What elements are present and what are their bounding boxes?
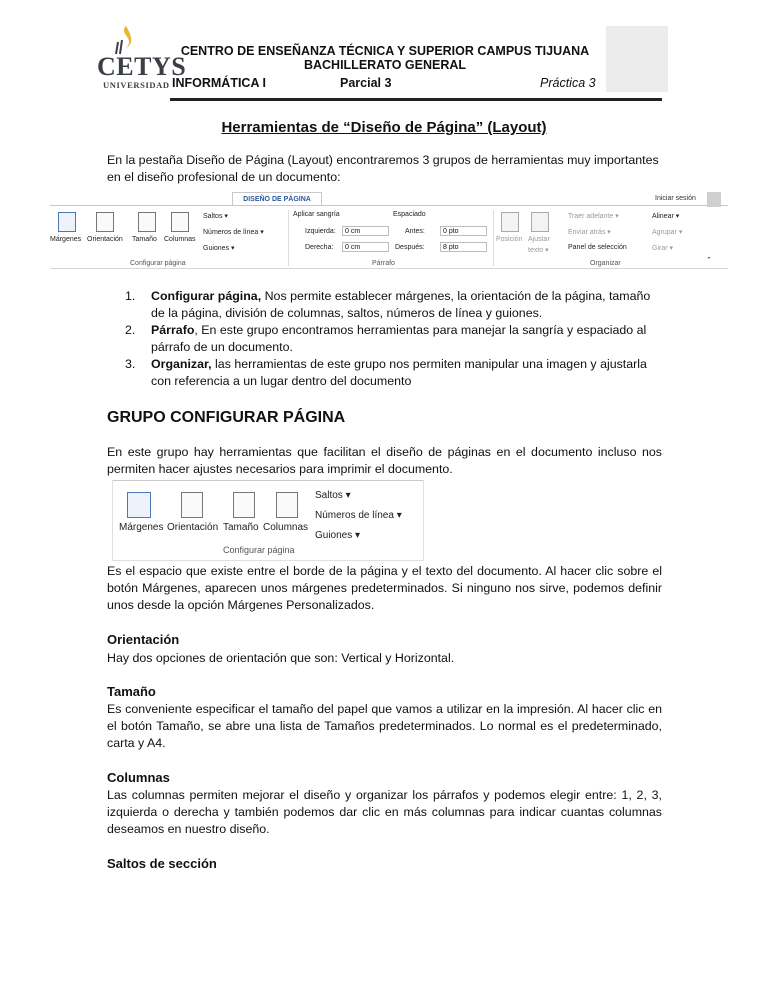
group-paragraph-label: Párrafo (372, 260, 395, 267)
bring-forward-button[interactable]: Traer adelante ▾ (568, 213, 619, 220)
wrap-text-button-2[interactable]: texto ▾ (528, 247, 549, 254)
spacing-label: Espaciado (393, 211, 426, 218)
orientation-icon (96, 212, 114, 232)
tool-groups-list (125, 288, 662, 390)
course-name: INFORMÁTICA I (172, 76, 266, 90)
wrap-text-button[interactable]: Ajustar (528, 236, 550, 243)
tab-page-layout[interactable]: DISEÑO DE PÁGINA (232, 192, 322, 206)
intro-paragraph: En la pestaña Diseño de Página (Layout) encontraremos 3 grupos de herramientas muy importantes en el diseño profesional de un documento: (107, 153, 659, 184)
user-avatar-icon (707, 192, 721, 207)
ribbon-screenshot (50, 192, 728, 269)
group-page-setup-label: Configurar página (130, 260, 186, 267)
size-icon (138, 212, 156, 232)
indent-right-input[interactable]: 0 cm (342, 242, 389, 252)
signin-link[interactable]: Iniciar sesión (655, 195, 696, 202)
partial-label: Parcial 3 (340, 76, 392, 90)
align-button[interactable]: Alinear ▾ (652, 213, 680, 220)
size-button[interactable]: Tamaño (223, 522, 259, 533)
list-item: 2. Párrafo, En este grupo encontramos herramientas para manejar la sangría y espaciado al párrafo de un documento. (125, 323, 647, 354)
line-numbers-button[interactable]: Números de línea ▾ (315, 510, 402, 521)
logo-subtext: UNIVERSIDAD (103, 80, 170, 90)
section-breaks-heading: Saltos de sección (107, 856, 217, 871)
orientation-heading: Orientación (107, 632, 180, 647)
ribbon-separator (288, 210, 289, 266)
breaks-button[interactable]: Saltos ▾ (315, 490, 351, 501)
ribbon-top-edge (113, 480, 423, 486)
institution-name: CENTRO DE ENSEÑANZA TÉCNICA Y SUPERIOR CAMPUS TIJUANA (180, 44, 590, 58)
columns-button[interactable]: Columnas (263, 522, 309, 533)
page-title: Herramientas de “Diseño de Página” (Layout) (221, 119, 547, 136)
section-heading: GRUPO CONFIGURAR PÁGINA (107, 409, 346, 426)
orientation-paragraph: Hay dos opciones de orientación que son: Vertical y Horizontal. (107, 651, 455, 665)
margins-icon (127, 492, 151, 518)
list-item: 1. Configurar página, Nos permite establecer márgenes, la orientación de la página, tamaño de la página, división de columnas, saltos, números de línea y guiones. (125, 289, 651, 320)
program-name: BACHILLERATO GENERAL (303, 58, 467, 72)
size-heading: Tamaño (107, 684, 156, 699)
breaks-button[interactable]: Saltos ▾ (203, 213, 228, 220)
columns-heading: Columnas (107, 770, 170, 785)
position-icon (501, 212, 519, 232)
orientation-icon (181, 492, 203, 518)
collapse-ribbon-icon[interactable]: ⌃ (706, 257, 712, 264)
margins-icon (58, 212, 76, 232)
practice-label: Práctica 3 (540, 76, 596, 90)
tab-divider (50, 205, 728, 206)
selection-pane-button[interactable]: Panel de selección (568, 244, 627, 251)
list-item: 3. Organizar, las herramientas de este grupo nos permiten manipular una imagen y ajustarla con referencia a un lugar dentro del documento (125, 357, 647, 388)
indent-label: Aplicar sangría (293, 211, 340, 218)
section-intro: En este grupo hay herramientas que facilitan el diseño de páginas en el documento incluso nos permiten hacer ajustes necesarios para imprimir el documento. (107, 445, 662, 476)
indent-left-input[interactable]: 0 cm (342, 226, 389, 236)
columns-paragraph: Las columnas permiten mejorar el diseño y organizar los párrafos y podemos elegir entre: 1, 2, 3, izquierda o derecha y también podemos dar clic en más columnas para indicar cuantas columnas deseamos en nuestro diseño. (107, 788, 662, 836)
spacing-after-input[interactable]: 8 pto (440, 242, 487, 252)
margins-button[interactable]: Márgenes (50, 236, 82, 243)
indent-right-label: Derecha: (305, 244, 334, 251)
logo-text: CETYS (97, 52, 187, 81)
spacing-before-label: Antes: (405, 228, 425, 235)
rotate-button[interactable]: Girar ▾ (652, 245, 674, 252)
columns-icon (276, 492, 298, 518)
orientation-button[interactable]: Orientación (87, 236, 123, 243)
header-image-placeholder (606, 26, 668, 92)
margins-button[interactable]: Márgenes (119, 522, 164, 533)
size-icon (233, 492, 255, 518)
page-setup-group-screenshot (112, 480, 424, 561)
line-numbers-button[interactable]: Números de línea ▾ (203, 229, 264, 236)
wrap-text-icon (531, 212, 549, 232)
ribbon-separator (493, 210, 494, 266)
margins-paragraph: Es el espacio que existe entre el borde de la página y el texto del documento. Al hacer clic sobre el botón Márgenes, aparecen unos márgenes predeterminados. Si ninguno nos sirve, podemos definir unos desde la opción Márgenes Personalizados. (107, 564, 662, 612)
size-paragraph: Es conveniente especificar el tamaño del papel que vamos a utilizar en la impresión. Al hacer clic en el botón Tamaño, se abre una lista de Tamaños predeterminados. Lo normal es el predeterminado, carta y A4. (107, 702, 662, 750)
columns-button[interactable]: Columnas (164, 236, 196, 243)
hyphenation-button[interactable]: Guiones ▾ (315, 530, 361, 541)
indent-left-label: Izquierda: (305, 228, 336, 235)
spacing-before-input[interactable]: 0 pto (440, 226, 487, 236)
orientation-button[interactable]: Orientación (167, 522, 219, 533)
columns-icon (171, 212, 189, 232)
position-button[interactable]: Posición (496, 236, 523, 243)
size-button[interactable]: Tamaño (132, 236, 157, 243)
group-button[interactable]: Agrupar ▾ (652, 229, 683, 236)
header-divider (170, 98, 662, 101)
group-page-setup-label: Configurar página (223, 545, 295, 555)
send-backward-button[interactable]: Enviar atrás ▾ (568, 229, 611, 236)
hyphenation-button[interactable]: Guiones ▾ (203, 245, 235, 252)
group-arrange-label: Organizar (590, 260, 621, 267)
spacing-after-label: Después: (395, 244, 425, 251)
